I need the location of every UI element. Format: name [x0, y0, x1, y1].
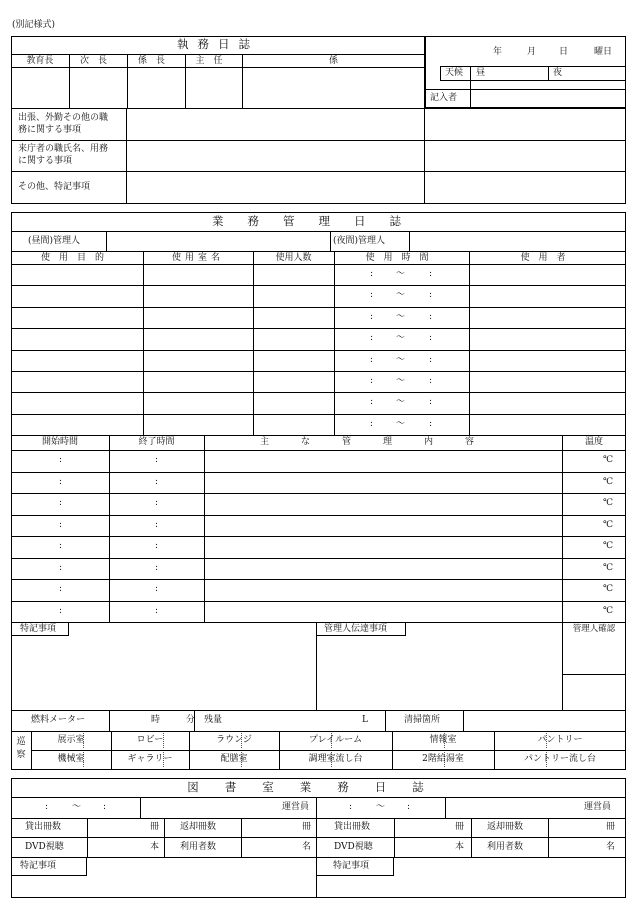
- weather-night-label: 夜: [553, 68, 563, 78]
- mgmt-temp-unit: ℃: [603, 584, 614, 594]
- header-purpose: 使用目的: [40, 253, 113, 263]
- usage-time-start: :: [370, 333, 374, 344]
- mgmt-end-colon: :: [155, 455, 159, 465]
- notes-visitor-label-1: 来庁者の職氏名、用務: [18, 144, 109, 154]
- patrol-label: 巡察: [16, 737, 26, 760]
- mgmt-end-colon: :: [155, 476, 159, 487]
- mgmt-start-colon: :: [59, 476, 63, 487]
- mgmt-temp-unit: ℃: [603, 455, 614, 465]
- form-label: (別記様式): [12, 20, 56, 30]
- patrol-item: ギャラリー: [127, 754, 173, 764]
- date-month-label: 月: [527, 47, 537, 57]
- library-right-staff-label: 運営員: [584, 802, 612, 812]
- library-right-users-unit: 名: [606, 842, 616, 852]
- patrol-item: 配膳室: [220, 754, 248, 764]
- usage-time-tilde: 〜: [396, 269, 406, 279]
- mgmt-start-colon: :: [59, 584, 63, 594]
- usage-time-tilde: 〜: [396, 333, 406, 344]
- fuel-meter-label: 燃料メーター: [31, 715, 86, 725]
- usage-time-end: :: [429, 311, 433, 322]
- library-left-staff-label: 運営員: [282, 802, 310, 812]
- date-weekday-label: 曜日: [594, 47, 613, 57]
- date-year-label: 年: [493, 47, 503, 57]
- handover-label: 管理人伝達事項: [324, 624, 388, 634]
- library-left-time-tilde: 〜: [72, 802, 82, 812]
- usage-time-start: :: [370, 354, 374, 365]
- patrol-item: パントリー: [537, 735, 583, 745]
- usage-time-tilde: 〜: [396, 311, 406, 322]
- usage-time-tilde: 〜: [396, 375, 406, 386]
- night-manager-label: (夜間)管理人: [333, 236, 386, 246]
- library-left-users-label: 利用者数: [180, 842, 217, 852]
- notes-visitor-label-2: に関する事項: [18, 156, 73, 166]
- patrol-item: 機械室: [57, 754, 85, 764]
- library-left-return-label: 返却冊数: [180, 822, 217, 832]
- library-left-dvd-label: DVD視聴: [25, 842, 64, 852]
- library-right-time-tilde: 〜: [376, 802, 386, 812]
- usage-time-end: :: [429, 418, 433, 429]
- liter-unit: L: [362, 715, 368, 725]
- day-manager-label: (昼間)管理人: [28, 236, 81, 246]
- library-right-dvd-unit: 本: [455, 842, 465, 852]
- library-right-loan-unit: 冊: [455, 822, 465, 832]
- usage-time-end: :: [429, 333, 433, 344]
- header-people: 使用人数: [275, 253, 312, 263]
- mgmt-start-colon: :: [59, 498, 63, 508]
- mgmt-start-colon: :: [59, 562, 63, 573]
- usage-time-start: :: [370, 311, 374, 322]
- tosho-title: 図書室業務日誌: [187, 780, 450, 794]
- mgmt-temp-unit: ℃: [603, 605, 614, 616]
- mgmt-start-colon: :: [59, 519, 63, 530]
- header-end-time: 終了時間: [138, 437, 175, 447]
- header-usage-time: 使用時間: [365, 253, 438, 263]
- library-right-remarks-label: 特記事項: [333, 861, 370, 871]
- usage-time-tilde: 〜: [396, 397, 406, 408]
- usage-time-end: :: [429, 354, 433, 365]
- mgmt-start-colon: :: [59, 541, 63, 551]
- usage-time-end: :: [429, 269, 433, 279]
- mgmt-end-colon: :: [155, 498, 159, 508]
- notes-business-trip-label-2: 務に関する事項: [18, 125, 82, 135]
- library-right-dvd-label: DVD視聴: [334, 842, 373, 852]
- mgmt-end-colon: :: [155, 541, 159, 551]
- approval-jicho: 次長: [79, 56, 116, 66]
- usage-time-start: :: [370, 418, 374, 429]
- approval-kakari: 係: [328, 56, 338, 66]
- library-left-time-end: :: [103, 802, 107, 812]
- cleaning-label: 清掃箇所: [404, 715, 441, 725]
- library-left-loan-unit: 冊: [150, 822, 160, 832]
- fuel-minute-label: 分: [186, 715, 196, 725]
- library-right-users-label: 利用者数: [487, 842, 524, 852]
- library-right-return-label: 返却冊数: [487, 822, 524, 832]
- approval-shunin: 主任: [195, 56, 232, 66]
- mgmt-temp-unit: ℃: [603, 562, 614, 573]
- library-left-dvd-unit: 本: [150, 842, 160, 852]
- patrol-item: ラウンジ: [216, 735, 252, 745]
- usage-time-start: :: [370, 397, 374, 408]
- mgmt-temp-unit: ℃: [603, 519, 614, 530]
- library-right-time-end: :: [407, 802, 411, 812]
- remain-label: 残量: [204, 715, 223, 725]
- notes-business-trip-label-1: 出張、外勤その他の職: [18, 113, 109, 123]
- header-temperature: 温度: [584, 437, 603, 447]
- mgmt-start-colon: :: [59, 605, 63, 616]
- header-start-time: 開始時間: [41, 437, 78, 447]
- mgmt-start-colon: :: [59, 455, 63, 465]
- shokumu-title: 執務日誌: [177, 37, 259, 51]
- usage-time-end: :: [429, 397, 433, 408]
- remarks-label: 特記事項: [20, 624, 57, 634]
- patrol-item: パントリー流し台: [523, 754, 596, 764]
- library-right-loan-label: 貸出冊数: [334, 822, 371, 832]
- mgmt-end-colon: :: [155, 605, 159, 616]
- gyomu-title: 業務管理日誌: [212, 214, 425, 228]
- approval-kakaricho: 係長: [137, 56, 174, 66]
- usage-time-start: :: [370, 375, 374, 386]
- notes-other-label: その他、特記事項: [18, 182, 91, 192]
- fuel-hour-label: 時: [151, 715, 161, 725]
- library-left-loan-label: 貸出冊数: [25, 822, 62, 832]
- manager-confirm-label: 管理人確認: [572, 624, 616, 634]
- mgmt-end-colon: :: [155, 562, 159, 573]
- header-user: 使用者: [520, 253, 575, 263]
- gyomu-table: [11, 212, 626, 770]
- header-room: 使用室名: [171, 253, 224, 263]
- usage-time-tilde: 〜: [396, 290, 406, 301]
- weather-day-label: 昼: [476, 68, 486, 78]
- mgmt-temp-unit: ℃: [603, 541, 614, 551]
- weather-label: 天候: [445, 68, 464, 78]
- library-right-time-start: :: [349, 802, 353, 812]
- patrol-item: ロビー: [136, 735, 164, 745]
- usage-time-tilde: 〜: [396, 418, 406, 429]
- patrol-item: プレイルーム: [308, 735, 363, 745]
- usage-time-start: :: [370, 290, 374, 301]
- usage-time-start: :: [370, 269, 374, 279]
- usage-time-end: :: [429, 375, 433, 386]
- patrol-item: 調理室流し台: [308, 754, 363, 764]
- library-left-users-unit: 名: [302, 842, 312, 852]
- mgmt-end-colon: :: [155, 584, 159, 594]
- header-main-tasks: 主な管理内容: [259, 437, 506, 447]
- mgmt-end-colon: :: [155, 519, 159, 530]
- patrol-item: 展示室: [57, 735, 85, 745]
- usage-time-end: :: [429, 290, 433, 301]
- date-day-label: 日: [559, 47, 569, 57]
- mgmt-temp-unit: ℃: [603, 498, 614, 508]
- library-left-time-start: :: [45, 802, 49, 812]
- approval-kyoikucho: 教育長: [26, 56, 54, 66]
- patrol-item: 2階給湯室: [422, 754, 464, 764]
- usage-time-tilde: 〜: [396, 354, 406, 365]
- library-left-return-unit: 冊: [302, 822, 312, 832]
- library-right-return-unit: 冊: [606, 822, 616, 832]
- tosho-table: [11, 778, 626, 898]
- patrol-item: 情報室: [429, 735, 457, 745]
- library-left-remarks-label: 特記事項: [20, 861, 57, 871]
- mgmt-temp-unit: ℃: [603, 476, 614, 487]
- recorder-label: 記入者: [430, 93, 458, 103]
